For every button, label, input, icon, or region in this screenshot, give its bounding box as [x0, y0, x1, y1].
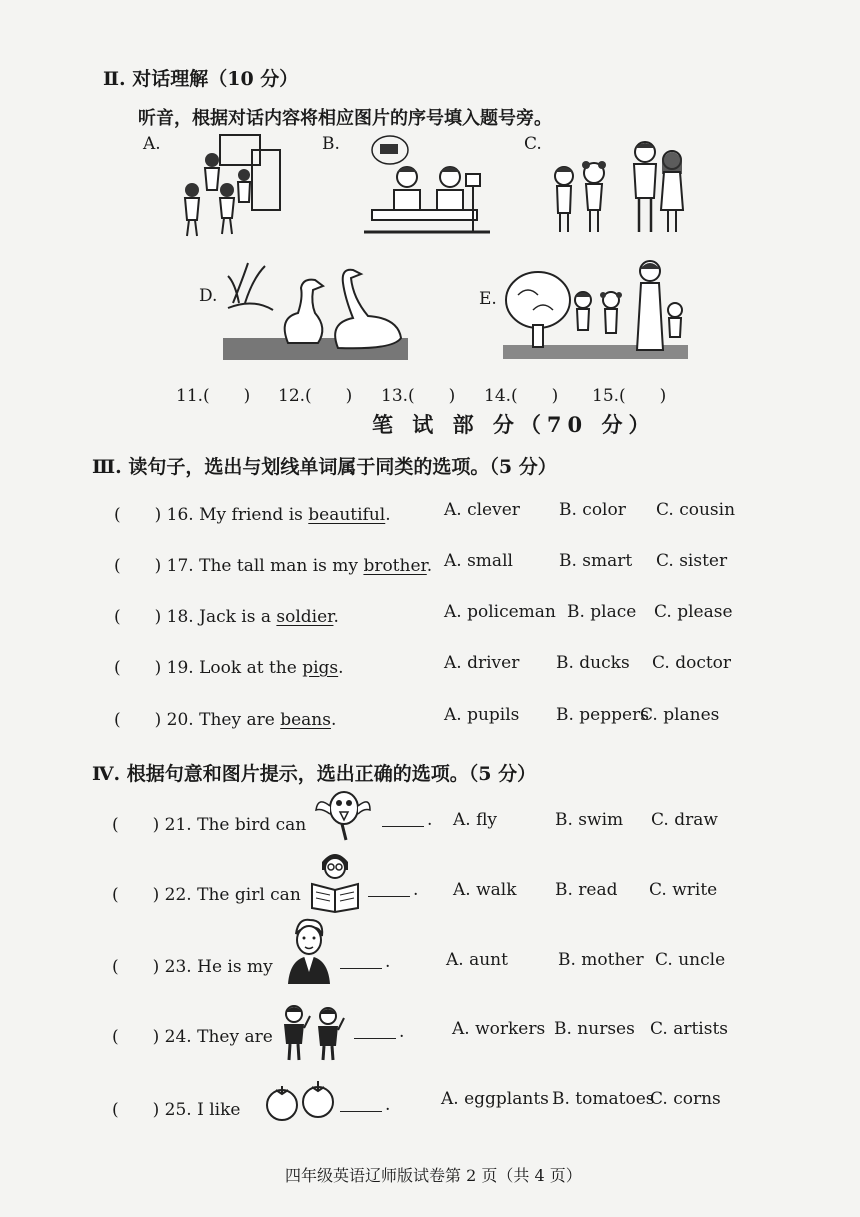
option-21-b: B. swim: [555, 810, 624, 830]
option-25-a: A. eggplants: [441, 1089, 549, 1109]
option-17-a: A. small: [444, 551, 513, 571]
question-text: Look at the: [199, 658, 303, 678]
option-20-b: B. peppers: [556, 705, 649, 725]
girl-reading-icon: [308, 848, 362, 918]
section-2-instruction: 听音，根据对话内容将相应图片的序号填入题号旁。: [138, 108, 552, 129]
bird-icon: [314, 786, 372, 846]
answer-11-paren[interactable]: ( ): [203, 386, 251, 406]
question-punct: .: [426, 556, 433, 576]
question-text: They are: [197, 1027, 273, 1047]
option-19-a: A. driver: [444, 653, 520, 673]
question-text: My friend is: [199, 505, 309, 525]
option-16-c: C. cousin: [656, 500, 736, 520]
option-24-c: C. artists: [650, 1019, 729, 1039]
underlined-word: brother: [363, 556, 427, 576]
option-20-a: A. pupils: [444, 705, 520, 725]
question-punct: .: [330, 710, 337, 730]
question-number: 19.: [166, 658, 194, 678]
answer-paren[interactable]: ( ): [112, 1100, 160, 1120]
question-text: They are: [199, 710, 281, 730]
question-21: [112, 810, 306, 835]
picture-label-a: A.: [143, 134, 161, 154]
question-18: [114, 602, 339, 627]
question-number: 21.: [164, 815, 192, 835]
option-22-a: A. walk: [453, 880, 517, 900]
answer-11-num: 11.: [176, 386, 204, 406]
picture-d-ducks: [223, 258, 408, 363]
answer-blank-23[interactable]: [340, 968, 382, 969]
option-23-b: B. mother: [558, 950, 644, 970]
picture-c-family: [550, 138, 690, 238]
question-16: [114, 500, 391, 525]
option-18-c: C. please: [654, 602, 733, 622]
question-number: 22.: [164, 885, 192, 905]
underlined-word: beautiful: [308, 505, 386, 525]
question-text: Jack is a: [199, 607, 277, 627]
picture-label-d: D.: [199, 286, 218, 306]
picture-b-people-sitting: [362, 132, 492, 237]
question-20: [114, 705, 336, 730]
option-19-b: B. ducks: [556, 653, 630, 673]
answer-12-num: 12.: [278, 386, 306, 406]
question-number: 16.: [166, 505, 194, 525]
question-19: [114, 653, 344, 678]
page-footer: 四年级英语辽师版试卷第 2 页（共 4 页）: [285, 1166, 582, 1185]
written-part-title: 笔 试 部 分（70 分）: [372, 412, 656, 437]
answer-13-paren[interactable]: ( ): [408, 386, 456, 406]
underlined-word: soldier: [276, 607, 334, 627]
question-number: 25.: [164, 1100, 192, 1120]
option-21-c: C. draw: [651, 810, 718, 830]
picture-e-teacher-children: [503, 255, 688, 363]
option-24-a: A. workers: [452, 1019, 546, 1039]
picture-a-children-board: [172, 130, 282, 240]
option-16-a: A. clever: [444, 500, 520, 520]
question-24: [112, 1022, 273, 1047]
question-text: The girl can: [197, 885, 301, 905]
question-25: [112, 1095, 240, 1120]
question-17: [114, 551, 432, 576]
option-24-b: B. nurses: [554, 1019, 635, 1039]
question-number: 23.: [164, 957, 192, 977]
picture-label-c: C.: [524, 134, 542, 154]
option-19-c: C. doctor: [652, 653, 732, 673]
question-number: 20.: [166, 710, 194, 730]
answer-paren[interactable]: ( ): [114, 658, 162, 678]
question-text: He is my: [197, 957, 273, 977]
option-18-a: A. policeman: [444, 602, 556, 622]
answer-paren[interactable]: ( ): [114, 505, 162, 525]
picture-label-b: B.: [322, 134, 340, 154]
option-18-b: B. place: [567, 602, 637, 622]
answer-blank-25[interactable]: [340, 1111, 382, 1112]
option-22-c: C. write: [649, 880, 718, 900]
option-16-b: B. color: [559, 500, 626, 520]
underlined-word: pigs: [302, 658, 339, 678]
option-25-c: C. corns: [650, 1089, 721, 1109]
answer-blank-21[interactable]: [382, 826, 424, 827]
answer-14-paren[interactable]: ( ): [511, 386, 559, 406]
question-number: 18.: [166, 607, 194, 627]
question-23: [112, 952, 273, 977]
answer-blank-22[interactable]: [368, 896, 410, 897]
option-17-c: C. sister: [656, 551, 728, 571]
answer-paren[interactable]: ( ): [114, 556, 162, 576]
workers-icon: [278, 1002, 348, 1066]
question-punct: .: [333, 607, 339, 627]
answer-12-paren[interactable]: ( ): [305, 386, 353, 406]
option-23-a: A. aunt: [446, 950, 508, 970]
answer-15-paren[interactable]: ( ): [619, 386, 667, 406]
section-2-title: Ⅱ. 对话理解（10 分）: [103, 68, 299, 90]
section-3-title: Ⅲ. 读句子，选出与划线单词属于同类的选项。（5 分）: [92, 456, 557, 478]
question-text: I like: [197, 1100, 241, 1120]
question-text: The bird can: [197, 815, 307, 835]
option-17-b: B. smart: [559, 551, 633, 571]
question-text: The tall man is my: [199, 556, 364, 576]
underlined-word: beans: [280, 710, 331, 730]
answer-13-num: 13.: [381, 386, 409, 406]
answer-paren[interactable]: ( ): [114, 710, 162, 730]
answer-paren[interactable]: ( ): [112, 957, 160, 977]
question-punct: .: [385, 505, 391, 525]
answer-blank-24[interactable]: [354, 1038, 396, 1039]
answer-paren[interactable]: ( ): [112, 1027, 160, 1047]
answer-15-num: 15.: [592, 386, 620, 406]
option-22-b: B. read: [555, 880, 618, 900]
answer-paren[interactable]: ( ): [114, 607, 162, 627]
option-23-c: C. uncle: [655, 950, 726, 970]
man-icon: [284, 916, 334, 990]
option-25-b: B. tomatoes: [552, 1089, 655, 1109]
answer-14-num: 14.: [484, 386, 512, 406]
tomatoes-icon: [264, 1078, 336, 1126]
question-22: [112, 880, 301, 905]
section-4-title: Ⅳ. 根据句意和图片提示，选出正确的选项。（5 分）: [92, 763, 537, 785]
question-number: 24.: [164, 1027, 192, 1047]
answer-paren[interactable]: ( ): [112, 815, 160, 835]
question-punct: .: [338, 658, 344, 678]
option-20-c: C. planes: [640, 705, 720, 725]
picture-label-e: E.: [479, 289, 497, 309]
option-21-a: A. fly: [453, 810, 498, 830]
answer-paren[interactable]: ( ): [112, 885, 160, 905]
question-number: 17.: [166, 556, 194, 576]
